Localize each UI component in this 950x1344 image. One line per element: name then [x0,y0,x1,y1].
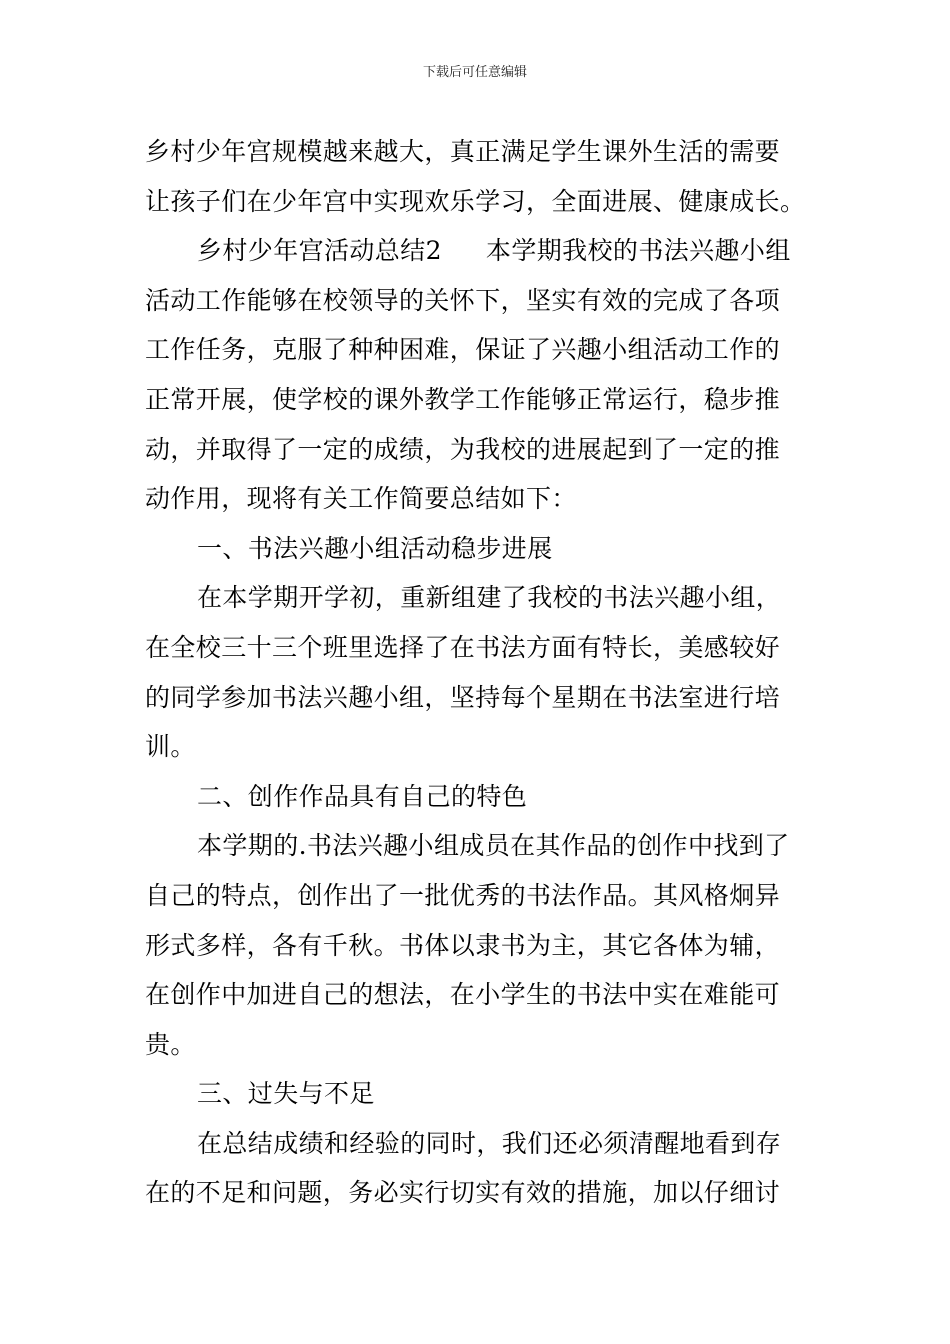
text-line: 在本学期开学初，重新组建了我校的书法兴趣小组， [197,583,782,613]
text-line: 自己的特点，创作出了一批优秀的书法作品。其风格炯异 [145,880,781,910]
text-line: 乡村少年宫规模越来越大，真正满足学生课外生活的需要 [145,137,781,166]
heading-three: 三、过失与不足 [197,1079,375,1109]
text-line: 正常开展，使学校的课外教学工作能够正常运行，稳步推 [145,384,781,414]
text-line: 在全校三十三个班里选择了在书法方面有特长，美感较好 [145,632,781,662]
text-line: 训。 [145,732,196,762]
text-line: 在的不足和问题，务必实行切实有效的措施，加以仔细讨 [145,1178,781,1208]
text-line: 在创作中加进自己的想法，在小学生的书法中实在难能可 [145,980,781,1010]
text-line: 活动工作能够在校领导的关怀下，坚实有效的完成了各项 [145,285,781,315]
heading-one: 一、书法兴趣小组活动稳步进展 [197,533,553,563]
text-line: 本学期的.书法兴趣小组成员在其作品的创作中找到了 [197,831,790,861]
text-line: 形式多样，各有千秋。书体以隶书为主，其它各体为辅， [145,930,781,960]
text-line: 工作任务，克服了种种困难，保证了兴趣小组活动工作的 [145,335,781,365]
heading-two: 二、创作作品具有自己的特色 [197,781,528,811]
section-title-line [145,226,810,276]
text-line: 让孩子们在少年宫中实现欢乐学习，全面进展、健康成长。 [145,186,806,216]
page-header: 下载后可任意编辑 [422,65,527,80]
section-title: 乡村少年宫活动总结2 [197,236,442,266]
text-line: 动作用，现将有关工作简要总结如下： [145,484,577,514]
text-line: 在总结成绩和经验的同时，我们还必须清醒地看到存 [197,1128,782,1158]
document-body [145,127,810,1218]
text-line: 贵。 [145,1029,196,1059]
text-line: 的同学参加书法兴趣小组，坚持每个星期在书法室进行培 [145,682,781,712]
text-line: 本学期我校的书法兴趣小组 [485,236,791,266]
text-line: 动，并取得了一定的成绩，为我校的进展起到了一定的推 [145,434,781,464]
